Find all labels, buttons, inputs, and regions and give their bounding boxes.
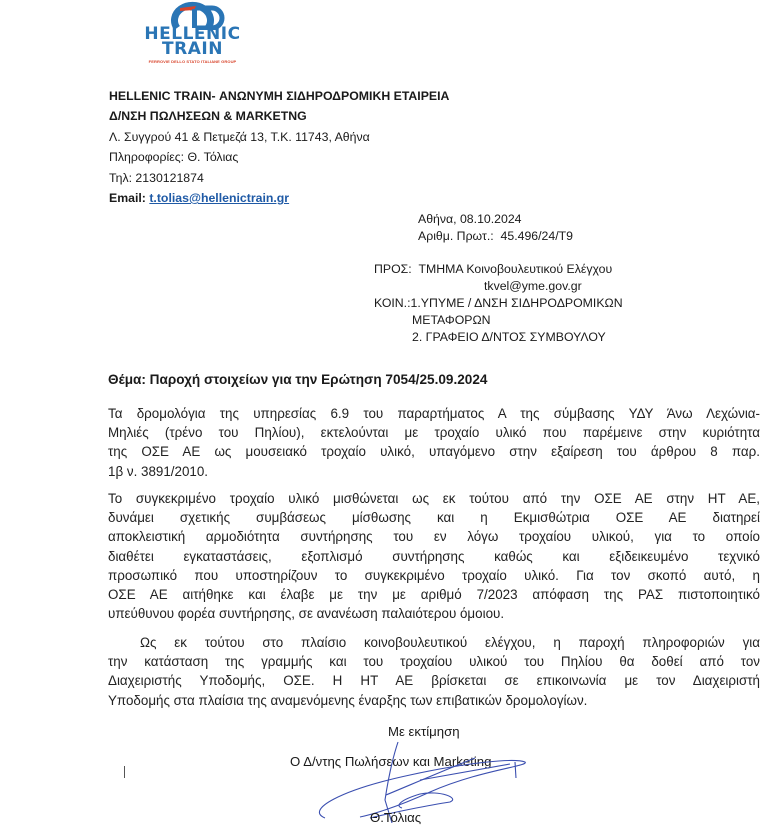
to-recipient: ΤΜΗΜΑ Κοινοβουλευτικού Ελέγχου xyxy=(418,262,613,276)
paragraph-line: Τα δρομολόγια της υπηρεσίας 6.9 του παραρτήματος Α της σύμβασης ΥΔΥ Άνω Λεχώνια- xyxy=(108,406,760,421)
paragraph-line: διαθέτει εγκαταστάσεις, εξοπλισμό συντήρησης καθώς και εξιδεικευμένο τεχνικό xyxy=(108,548,760,564)
paragraph-line: 1β ν. 3891/2010. xyxy=(108,463,209,479)
hellenic-train-logo xyxy=(130,0,255,64)
closing-regards: Με εκτίμηση xyxy=(388,724,460,739)
subject-line: Θέμα: Παροχή στοιχείων για την Ερώτηση 7054/25.09.2024 xyxy=(108,372,488,387)
paragraph-line: ΟΣΕ ΑΕ αιτήθηκε και έλαβε με την με αριθμό 7/2023 απόφαση της ΡΑΣ πιστοποιητικό xyxy=(108,587,760,603)
paragraph-line: δυνάμει σχετικής συμβάσεως μίσθωσης και η Εκμισθώτρια ΟΣΕ ΑΕ διατηρεί xyxy=(108,510,760,526)
cc-label: ΚΟΙΝ.: xyxy=(374,296,411,310)
paragraph-line: Υποδομής στα πλαίσια της αναμενόμενης έναρξης των επιβατικών δρομολογίων. xyxy=(108,692,588,708)
sender-email-row xyxy=(109,188,449,208)
logo-hellenic-text: HELLENIC xyxy=(144,24,241,44)
logo-tagline: FERROVIE DELLO STATO ITALIANE GROUP xyxy=(148,59,237,64)
signatory-name: Θ.Τόλιας xyxy=(370,810,422,825)
paragraph-line: προσωπικό που υποστηρίζουν το συγκεκριμένο τροχαίο υλικό. Για τον σκοπό αυτό, η xyxy=(108,567,760,583)
paragraph-line: υπεύθυνου φορέα συντήρησης, σε ανανέωση παλαιότερου όμοιου. xyxy=(108,606,505,622)
sender-department: Δ/ΝΣΗ ΠΩΛΗΣΕΩΝ & MARKETNG xyxy=(109,109,307,124)
to-email: tkvel@yme.gov.gr xyxy=(484,279,582,293)
paragraph-line: Ως εκ τούτου στο πλαίσιο κοινοβουλευτικού ελέγχου, η παροχή πληροφοριών για xyxy=(140,635,760,650)
cc-recipient-2: 2. ΓΡΑΦΕΙΟ Δ/ΝΤΟΣ ΣΥΜΒΟΥΛΟΥ xyxy=(412,330,606,344)
sender-phone: Τηλ: 2130121874 xyxy=(109,170,204,185)
sender-company: HELLENIC TRAIN- ΑΝΩΝΥΜΗ ΣΙΔΗΡΟΔΡΟΜΙΚΗ ΕΤΑΙΡΕΙΑ xyxy=(109,89,450,103)
date-block xyxy=(418,211,573,245)
paragraph-line: την κατάσταση της γραμμής και του τροχαίου υλικού του Πηλίου θα δοθεί από τον xyxy=(108,654,760,670)
sender-block xyxy=(109,86,449,208)
body-paragraph-3 xyxy=(108,633,760,710)
body-paragraph-2 xyxy=(108,489,760,623)
paragraph-line: Μηλιές (τρένο του Πηλίου), εκτελούνται με τροχαίο υλικό που παρέμεινε στην κυριότητα xyxy=(108,425,760,441)
cc-recipient-1-cont: ΜΕΤΑΦΟΡΩΝ xyxy=(412,313,491,327)
protocol-number: Αριθμ. Πρωτ.: 45.496/24/Τ9 xyxy=(418,229,573,243)
place-date: Αθήνα, 08.10.2024 xyxy=(418,212,522,226)
cc-recipient-1: 1.ΥΠΥΜΕ / ΔΝΣΗ ΣΙΔΗΡΟΔΡΟΜΙΚΩΝ xyxy=(410,296,623,310)
sender-address: Λ. Συγγρού 41 & Πετμεζά 13, Τ.Κ. 11743, Αθήνα xyxy=(109,129,370,144)
paragraph-line: Διαχειριστής Υποδομής, ΟΣΕ. Η ΗΤ ΑΕ βρίσκεται σε επικοινωνία με τον Διαχειριστή xyxy=(108,673,760,689)
logo-train-text: TRAIN xyxy=(162,39,223,59)
body-paragraph-1 xyxy=(108,404,760,481)
paragraph-line: της ΟΣΕ ΑΕ ως μουσειακό τροχαίο υλικό, υπαγόμενο στην εξαίρεση του άρθρου 8 παρ. xyxy=(108,444,760,460)
email-link[interactable]: t.tolias@hellenictrain.gr xyxy=(149,191,290,206)
sender-info: Πληροφορίες: Θ. Τόλιας xyxy=(109,150,239,165)
email-label: Email: xyxy=(109,191,146,206)
to-label: ΠΡΟΣ: xyxy=(374,262,412,276)
recipients-block xyxy=(374,261,623,346)
scan-mark xyxy=(124,766,125,778)
paragraph-line: αποκλειστική αρμοδιότητα συντήρησης του εν λόγω τροχαίου υλικού, για το οποίο xyxy=(108,529,760,545)
signatory-title: Ο Δ/ντης Πωλήσεων και Marketing xyxy=(290,754,492,769)
paragraph-line: Το συγκεκριμένο τροχαίο υλικό μισθώνεται ως εκ τούτου από την ΟΣΕ ΑΕ στην ΗΤ ΑΕ, xyxy=(108,491,760,506)
